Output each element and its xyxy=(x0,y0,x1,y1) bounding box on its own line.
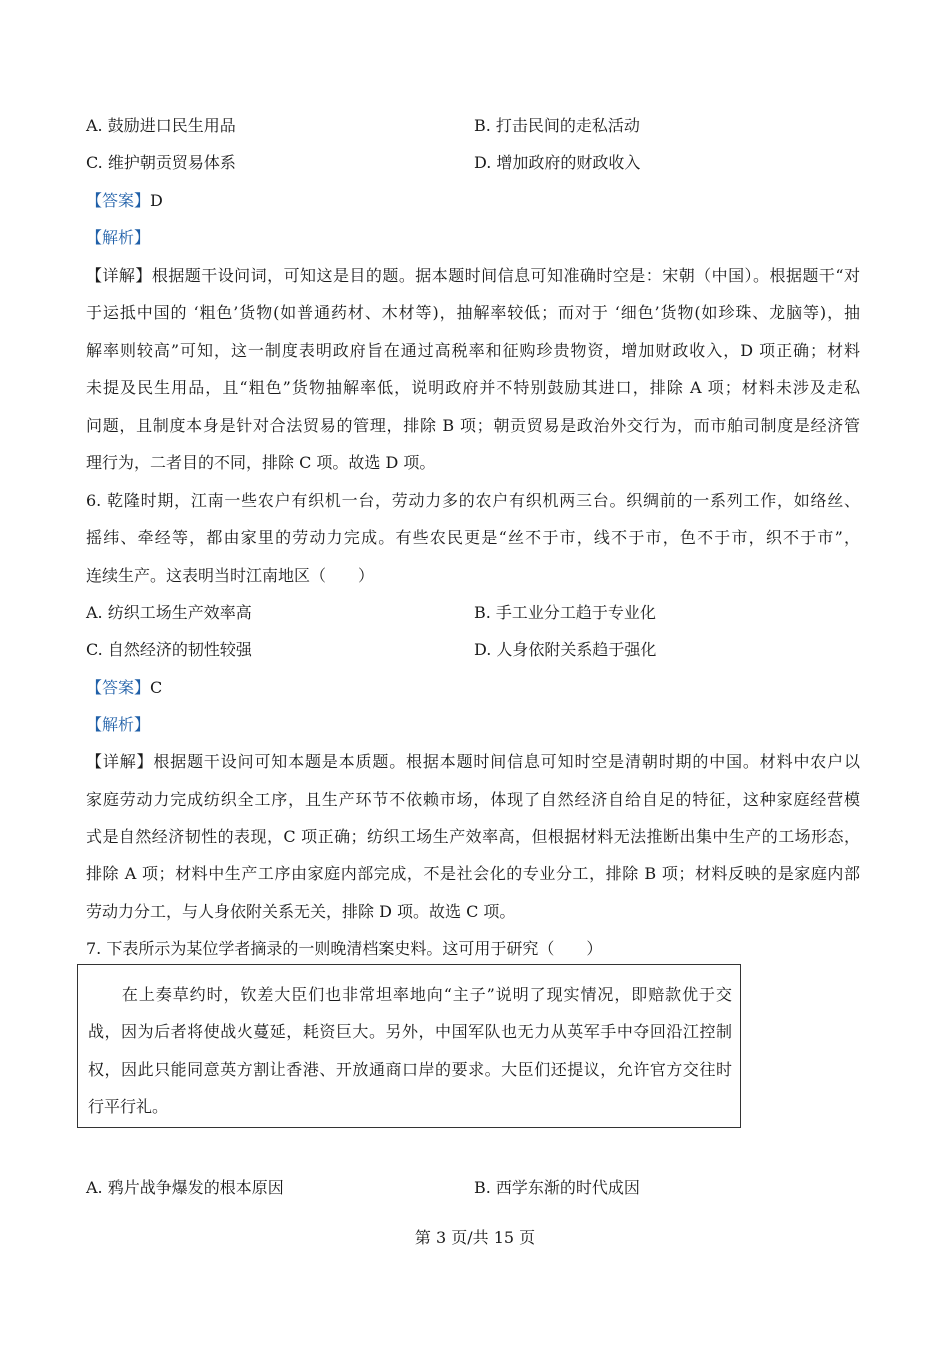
q6-answer xyxy=(86,678,162,698)
q6-stem-line: 6. 乾隆时期，江南一些农户有织机一台，劳动力多的农户有织机两三台。织绸前的一系列工作，如络丝、 xyxy=(86,491,860,510)
q6-stem-line: 连续生产。这表明当时江南地区（ ） xyxy=(86,566,375,585)
q5-answer xyxy=(86,191,163,211)
q5-detail-line: 问题，且制度本身是针对合法贸易的管理，排除 B 项；朝贡贸易是政治外交行为，而市舶司制度是经济管 xyxy=(86,416,860,435)
q5-detail-line: 于运抵中国的 ‘粗色’货物(如普通药材、木材等)，抽解率较低；而对于 ‘细色’货物(如珍珠、龙脑等)，抽 xyxy=(86,303,860,322)
q5-detail-line: 解率则较高”可知，这一制度表明政府旨在通过高税率和征购珍贵物资，增加财政收入，D 项正确；材料 xyxy=(86,341,860,360)
q7-material-box xyxy=(77,964,741,1128)
q5-option-d: D. 增加政府的财政收入 xyxy=(474,153,641,172)
q6-detail-line: 排除 A 项；材料中生产工序由家庭内部完成，不是社会化的专业分工，排除 B 项；材料反映的是家庭内部 xyxy=(86,864,860,883)
material-line: 战，因为后者将使战火蔓延，耗资巨大。另外，中国军队也无力从英军手中夺回沿江控制 xyxy=(88,1022,732,1041)
q5-option-c: C. 维护朝贡贸易体系 xyxy=(86,153,236,172)
detail-text: 根据题干设问词，可知这是目的题。据本题时间信息可知准确时空是：宋朝（中国）。根据题干“对 xyxy=(151,266,860,285)
answer-tag: 【答案】 xyxy=(86,191,151,210)
detail-tag: 【详解】 xyxy=(86,266,152,285)
q6-option-a: A. 纺织工场生产效率高 xyxy=(86,603,252,622)
q6-option-b: B. 手工业分工趋于专业化 xyxy=(474,603,656,622)
detail-text: 根据题干设问可知本题是本质题。根据本题时间信息可知时空是清朝时期的中国。材料中农户以 xyxy=(153,752,860,771)
q6-detail-line xyxy=(86,752,860,772)
page-footer: 第 3 页/共 15 页 xyxy=(414,1228,536,1247)
q7-stem: 7. 下表所示为某位学者摘录的一则晚清档案史料。这可用于研究（ ） xyxy=(86,939,603,958)
q5-analysis-tag: 【解析】 xyxy=(86,228,151,247)
answer-value: D xyxy=(150,191,163,210)
q6-analysis-tag: 【解析】 xyxy=(86,715,151,734)
q7-option-b: B. 西学东渐的时代成因 xyxy=(474,1178,640,1197)
q6-detail-line: 式是自然经济韧性的表现，C 项正确；纺织工场生产效率高，但根据材料无法推断出集中生产的工场形态， xyxy=(86,827,860,846)
material-line: 权，因此只能同意英方割让香港、开放通商口岸的要求。大臣们还提议，允许官方交往时 xyxy=(88,1060,732,1079)
q6-option-c: C. 自然经济的韧性较强 xyxy=(86,640,252,659)
q5-option-a: A. 鼓励进口民生用品 xyxy=(86,116,236,135)
q6-option-d: D. 人身依附关系趋于强化 xyxy=(474,640,657,659)
q6-stem-line: 摇纬、牵经等，都由家里的劳动力完成。有些农民更是“丝不于市，线不于市，色不于市，织不于市”， xyxy=(86,528,860,547)
q5-option-b: B. 打击民间的走私活动 xyxy=(474,116,640,135)
detail-tag: 【详解】 xyxy=(86,752,154,771)
q5-detail-line: 未提及民生用品，且“粗色”货物抽解率低，说明政府并不特别鼓励其进口，排除 A 项；材料未涉及走私 xyxy=(86,378,860,397)
q7-option-a: A. 鸦片战争爆发的根本原因 xyxy=(86,1178,284,1197)
material-line: 在上奏草约时，钦差大臣们也非常坦率地向“主子”说明了现实情况，即赔款优于交 xyxy=(88,985,732,1004)
answer-value: C xyxy=(150,678,163,697)
q5-detail-line: 理行为，二者目的不同，排除 C 项。故选 D 项。 xyxy=(86,453,436,472)
q5-detail-line xyxy=(86,266,860,286)
material-line: 行平行礼。 xyxy=(88,1097,169,1116)
q6-detail-line: 劳动力分工，与人身依附关系无关，排除 D 项。故选 C 项。 xyxy=(86,902,516,921)
answer-tag: 【答案】 xyxy=(86,678,151,697)
q6-detail-line: 家庭劳动力完成纺织全工序，且生产环节不依赖市场，体现了自然经济自给自足的特征，这种家庭经营模 xyxy=(86,790,860,809)
